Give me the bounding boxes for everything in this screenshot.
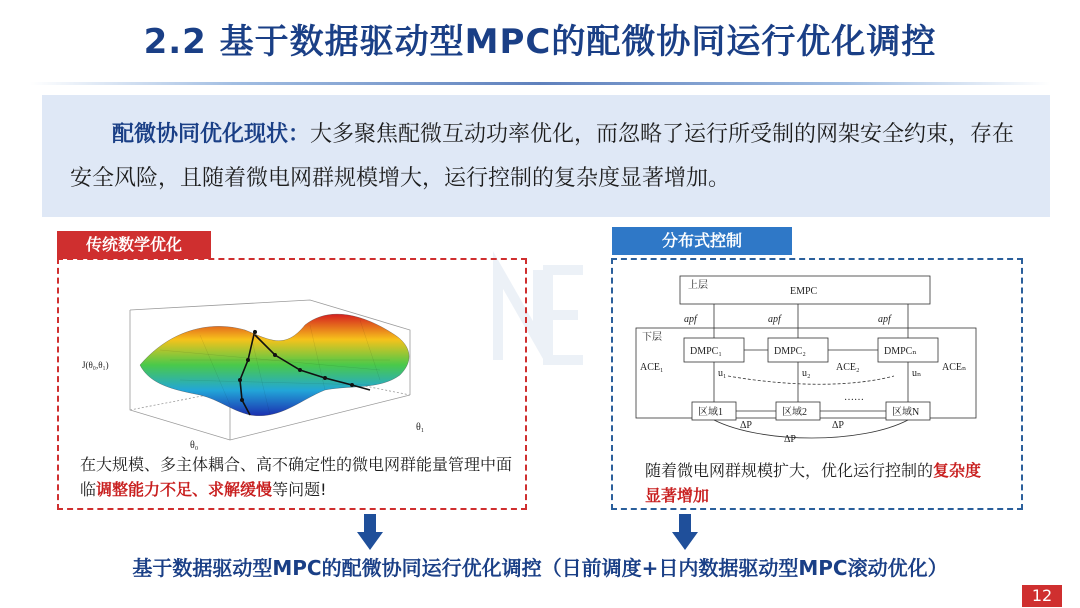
uN-label: uₙ [912, 368, 922, 379]
down-arrow-left-icon [357, 514, 383, 550]
ellipsis-label: …… [844, 392, 864, 403]
distributed-control-tag: 分布式控制 [612, 227, 792, 255]
traditional-caption-text: 在大规模、多主体耦合、高不确定性的微电网群能量管理中面临 [80, 455, 513, 499]
dmpc2-label: DMPC₂ [774, 346, 806, 357]
region2-label: 区域2 [782, 407, 807, 418]
u1-label: u₁ [718, 368, 727, 379]
dp1N-label: ΔP [784, 434, 796, 445]
highlight-insufficient: 调整能力不足 [96, 480, 193, 499]
dp12-label: ΔP [740, 420, 752, 431]
dmpcN-label: DMPCₙ [884, 346, 917, 357]
y-axis-label: θ₁ [416, 422, 425, 433]
distributed-control-diagram [632, 272, 982, 452]
cost-surface-plot [80, 290, 430, 450]
surface-mesh [140, 314, 409, 416]
conclusion-text: 基于数据驱动型MPC的配微协同运行优化调控（日前调度+日内数据驱动型MPC滚动优化） [132, 556, 948, 580]
distributed-caption [645, 458, 985, 508]
empc-label: EMPC [790, 286, 818, 297]
distributed-caption-text: 随着微电网群规模扩大，优化运行控制的 [645, 461, 934, 480]
dp2N-label: ΔP [832, 420, 844, 431]
upper-layer-label: 上层 [688, 280, 708, 291]
down-arrow-right-icon [672, 514, 698, 550]
regionN-label: 区域N [892, 407, 920, 418]
region1-label: 区域1 [698, 407, 723, 418]
summary-lead: 配微协同优化现状： [112, 122, 311, 147]
highlight-complexity: 复杂度显著增加 [645, 461, 982, 505]
summary-text: 大多聚焦配微互动功率优化，而忽略了运行所受制的网架安全约束，存在安全风险，且随着微电网群规模增大，运行控制的复杂度显著增加。 [70, 122, 1015, 191]
ace2-label: ACE₂ [836, 362, 860, 373]
highlight-slow: 求解缓慢 [208, 480, 273, 499]
slide-title: 2.2 基于数据驱动型MPC的配微协同运行优化调控 [143, 22, 937, 62]
apf2-label: apf [768, 314, 781, 325]
apfN-label: apf [878, 314, 891, 325]
highlight-sep: 、 [192, 480, 209, 499]
aceN-label: ACEₙ [942, 362, 967, 373]
summary-box [42, 95, 1050, 217]
lower-layer-label: 下层 [642, 332, 662, 343]
page-number: 12 [1022, 585, 1062, 607]
title-divider [30, 82, 1050, 85]
z-axis-label: J(θ₀,θ₁) [82, 360, 109, 370]
apf1-label: apf [684, 314, 697, 325]
dmpc1-label: DMPC₁ [690, 346, 722, 357]
traditional-optimization-tag: 传统数学优化 [57, 231, 211, 259]
traditional-caption [80, 452, 520, 502]
ace1-label: ACE₁ [640, 362, 664, 373]
x-axis-label: θ₀ [190, 440, 199, 450]
u2-label: u₂ [802, 368, 811, 379]
traditional-caption-end: 等问题! [272, 480, 327, 499]
